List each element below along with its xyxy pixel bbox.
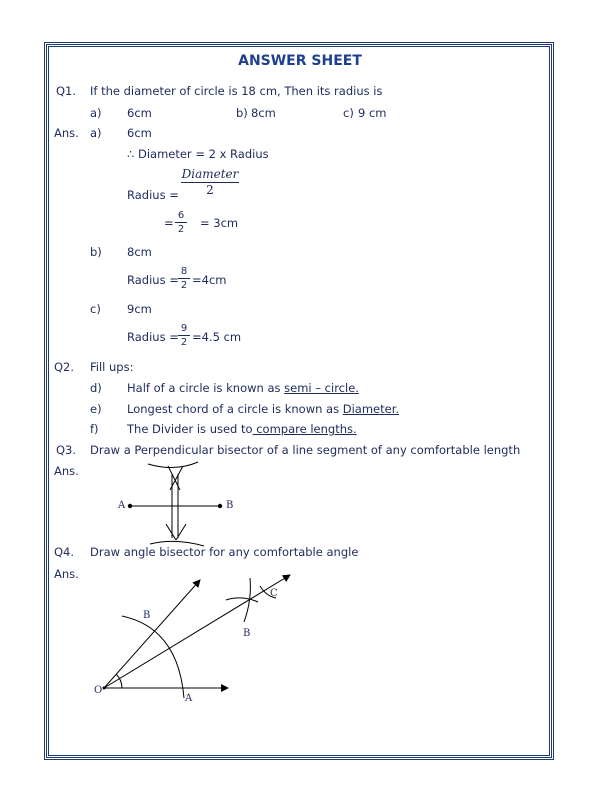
q4-point-c: C <box>270 588 278 599</box>
fraction-numerator: Diameter <box>181 167 239 181</box>
q2-item-d-answer: semi – circle. <box>284 381 359 395</box>
fraction-denominator: 2 <box>177 224 185 235</box>
q1-c-result: =4.5 cm <box>192 330 242 344</box>
q1-c-radius-label: Radius = <box>127 330 179 344</box>
q4-point-o: O <box>94 685 103 696</box>
q2-number: Q2. <box>54 360 75 374</box>
q1-a-label: a) <box>90 126 102 140</box>
q2-item-e-answer: Diameter. <box>342 402 400 416</box>
q2-item-f-answer: compare lengths. <box>252 422 357 436</box>
q2-item-f-prefix: The Divider is used to <box>127 422 253 436</box>
fraction-denominator: 2 <box>180 280 188 291</box>
q4-number: Q4. <box>54 545 75 559</box>
q1-a-value: 6cm <box>127 126 152 140</box>
q3-ans-label: Ans. <box>54 464 79 478</box>
q2-item-e-prefix: Longest chord of a circle is known as <box>127 402 343 416</box>
page-title: ANSWER SHEET <box>238 53 362 69</box>
q1-therefore-line: ∴ Diameter = 2 x Radius <box>127 147 269 161</box>
q1-number: Q1. <box>56 84 77 98</box>
q1-option-a-label: a) <box>90 106 102 120</box>
q2-item-f-label: f) <box>90 422 99 436</box>
q3-point-b: B <box>226 500 234 511</box>
q2-item-d-label: d) <box>90 381 102 395</box>
q1-question: If the diameter of circle is 18 cm, Then its radius is <box>90 84 383 98</box>
q2-item-d-prefix: Half of a circle is known as <box>127 381 285 395</box>
q1-b-radius-label: Radius = <box>127 273 179 287</box>
q1-option-c-label: c) <box>343 106 354 120</box>
q2-question: Fill ups: <box>90 360 134 374</box>
q1-c-label: c) <box>90 302 101 316</box>
q1-ans-label: Ans. <box>54 126 79 140</box>
q4-point-a: A <box>185 693 193 704</box>
q2-item-e-label: e) <box>90 402 102 416</box>
q1-a-radius-label: Radius = <box>127 188 179 202</box>
q1-a-equals: = <box>164 216 174 230</box>
fraction-numerator: 9 <box>180 323 188 334</box>
q1-option-b-text: 8cm <box>251 106 276 120</box>
q1-option-b-label: b) <box>236 106 248 120</box>
q4-point-b-upper: B <box>143 610 151 621</box>
fraction-denominator: 2 <box>180 337 188 348</box>
q4-point-b-lower: B <box>243 628 251 639</box>
q1-c-value: 9cm <box>127 302 152 316</box>
q3-number: Q3. <box>56 443 77 457</box>
q1-option-c-text: 9 cm <box>358 106 387 120</box>
fraction-denominator: 2 <box>206 183 214 197</box>
q4-ans-label: Ans. <box>54 567 79 581</box>
q1-option-a-text: 6cm <box>127 106 152 120</box>
q3-question: Draw a Perpendicular bisector of a line segment of any comfortable length <box>90 443 521 457</box>
q3-point-a: A <box>118 500 126 511</box>
q1-b-value: 8cm <box>127 245 152 259</box>
fraction-numerator: 8 <box>180 266 188 277</box>
fraction-numerator: 6 <box>177 210 185 221</box>
q4-question: Draw angle bisector for any comfortable angle <box>90 545 359 559</box>
q1-b-label: b) <box>90 245 102 259</box>
q1-a-result: = 3cm <box>200 216 239 230</box>
q1-b-result: =4cm <box>192 273 227 287</box>
